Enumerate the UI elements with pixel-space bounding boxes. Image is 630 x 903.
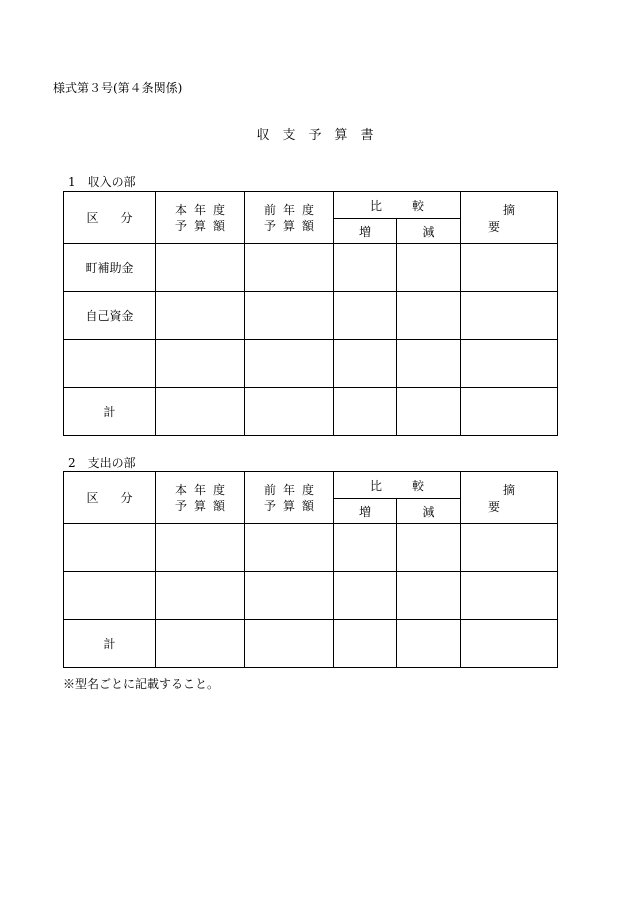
income-total-label: 計 [64, 388, 156, 436]
table-cell [156, 340, 245, 388]
expense-total-label: 計 [64, 620, 156, 668]
table-cell [397, 572, 461, 620]
table-cell [156, 620, 245, 668]
table-cell [334, 620, 397, 668]
table-cell [334, 292, 397, 340]
table-cell [245, 620, 334, 668]
table-cell [461, 292, 558, 340]
table-cell [461, 340, 558, 388]
table-cell [245, 524, 334, 572]
table-cell [156, 572, 245, 620]
expense-previous-year-line2: 予算額 [263, 498, 321, 513]
table-cell [397, 244, 461, 292]
income-row-label: 町補助金 [64, 244, 156, 292]
expense-section-title: 2 支出の部 [68, 456, 136, 470]
income-row-label [64, 340, 156, 388]
table-row [64, 340, 558, 388]
income-header-row [64, 192, 558, 219]
expense-row-label [64, 572, 156, 620]
table-cell [245, 572, 334, 620]
income-previous-year-line1: 前年度 [263, 202, 321, 217]
expense-previous-year-header [245, 472, 334, 524]
income-current-year-line2: 予算額 [174, 218, 232, 233]
footnote: ※型名ごとに記載すること。 [63, 677, 220, 691]
form-number: 様式第３号(第４条関係) [53, 81, 183, 95]
expense-row-label [64, 524, 156, 572]
table-cell [461, 620, 558, 668]
table-cell [397, 524, 461, 572]
table-cell [334, 524, 397, 572]
table-cell [245, 388, 334, 436]
expense-current-year-line2: 予算額 [174, 498, 232, 513]
income-current-year-header [156, 192, 245, 244]
table-cell [334, 340, 397, 388]
table-cell [461, 388, 558, 436]
table-row [64, 244, 558, 292]
table-cell [334, 388, 397, 436]
expense-header-row [64, 472, 558, 499]
expense-increase-header: 増 [334, 499, 397, 524]
table-cell [397, 340, 461, 388]
table-row [64, 620, 558, 668]
expense-decrease-header: 減 [397, 499, 461, 524]
table-cell [397, 292, 461, 340]
table-cell [245, 292, 334, 340]
table-cell [334, 244, 397, 292]
expense-current-year-header [156, 472, 245, 524]
income-category-header: 区分 [64, 192, 156, 244]
income-increase-header: 増 [334, 219, 397, 244]
income-decrease-header: 減 [397, 219, 461, 244]
expense-remarks-header: 摘要 [461, 472, 558, 524]
table-row [64, 388, 558, 436]
table-cell [461, 572, 558, 620]
expense-table [63, 471, 558, 668]
table-cell [461, 524, 558, 572]
table-cell [156, 524, 245, 572]
expense-comparison-header: 比較 [334, 472, 461, 499]
table-cell [461, 244, 558, 292]
income-table [63, 191, 558, 436]
table-cell [397, 388, 461, 436]
income-remarks-header: 摘要 [461, 192, 558, 244]
income-section-title: 1 収入の部 [68, 175, 136, 189]
expense-current-year-line1: 本年度 [174, 482, 232, 497]
income-comparison-header: 比較 [334, 192, 461, 219]
table-cell [245, 340, 334, 388]
income-previous-year-line2: 予算額 [263, 218, 321, 233]
expense-category-header: 区分 [64, 472, 156, 524]
income-previous-year-header [245, 192, 334, 244]
expense-previous-year-line1: 前年度 [263, 482, 321, 497]
income-row-label: 自己資金 [64, 292, 156, 340]
document-title: 収支予算書 [256, 128, 387, 143]
table-cell [397, 620, 461, 668]
table-cell [156, 388, 245, 436]
table-cell [334, 572, 397, 620]
table-cell [245, 244, 334, 292]
table-row [64, 524, 558, 572]
table-cell [156, 292, 245, 340]
income-current-year-line1: 本年度 [174, 202, 232, 217]
table-row [64, 572, 558, 620]
table-cell [156, 244, 245, 292]
table-row [64, 292, 558, 340]
